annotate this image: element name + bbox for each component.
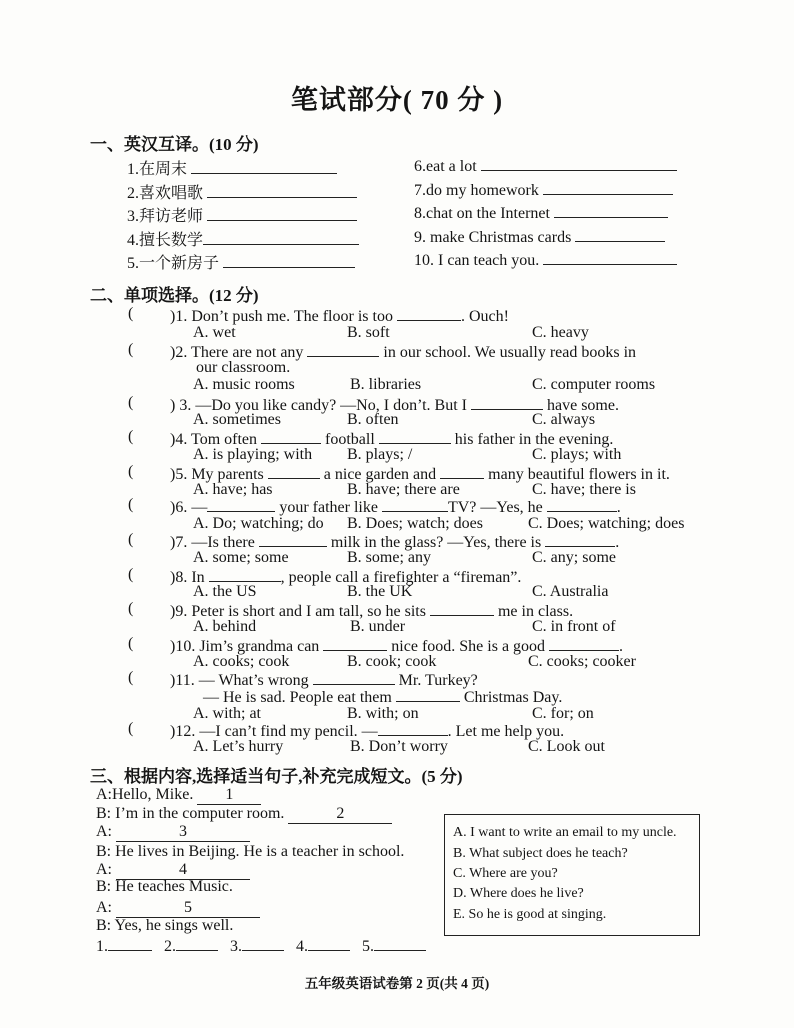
- option-a: A. is playing; with: [193, 446, 313, 463]
- dialog-line: B: I’m in the computer room. 2: [96, 805, 392, 824]
- answer-blank: [323, 636, 387, 651]
- answer-blank: [471, 395, 543, 410]
- option-c: C. always: [532, 411, 596, 428]
- translate-item: 8.chat on the Internet: [414, 203, 668, 223]
- answer-paren: (: [128, 531, 134, 548]
- translate-item: 5.一个新房子: [127, 250, 355, 273]
- translate-item: 6.eat a lot: [414, 156, 677, 176]
- option-b: B. Does; watch; does: [347, 515, 483, 532]
- option-a: A. behind: [193, 618, 257, 635]
- option-c: C. plays; with: [532, 446, 622, 463]
- answer-blank: [207, 206, 357, 221]
- option-b: B. cook; cook: [347, 653, 437, 670]
- question-stem: )10. Jim’s grandma can nice food. She is a good .: [170, 638, 624, 655]
- answer-blank: [396, 687, 460, 702]
- answer-paren: (: [128, 496, 134, 513]
- answer-blank: 5: [116, 899, 260, 918]
- question-stem: )1. Don’t push me. The floor is too . Ouch!: [170, 308, 509, 325]
- answer-paren: (: [128, 720, 134, 737]
- option-item: D. Where does he live?: [453, 886, 584, 901]
- question-stem: )8. In , people call a firefighter a “fireman”.: [170, 569, 522, 586]
- answer-blank: [242, 936, 284, 951]
- answer-paren: (: [128, 600, 134, 617]
- answer-blank: [176, 936, 218, 951]
- answer-blank: [191, 159, 337, 174]
- answer-blank: [207, 497, 275, 512]
- answer-blank: 4: [116, 861, 250, 880]
- answer-blank: 2: [288, 805, 392, 824]
- option-a: A. music rooms: [193, 376, 295, 393]
- answer-blank: [547, 497, 617, 512]
- answer-paren: (: [128, 341, 134, 358]
- answer-blank: [397, 306, 461, 321]
- dialog-line: A: 3: [96, 823, 250, 842]
- answer-blank: [549, 636, 619, 651]
- answer-blank: [543, 250, 677, 265]
- question-stem: )6. — your father like TV? —Yes, he .: [170, 499, 621, 516]
- translate-item: 3.拜访老师: [127, 203, 357, 226]
- answer-blank: [554, 203, 668, 218]
- answer-blank: [379, 429, 451, 444]
- question-stem: )7. —Is there milk in the glass? —Yes, there is .: [170, 534, 620, 551]
- answer-blank: [378, 721, 448, 736]
- option-c: C. in front of: [532, 618, 616, 635]
- translate-item: 10. I can teach you.: [414, 250, 677, 270]
- answer-blank: [440, 464, 484, 479]
- answer-blank: [430, 601, 494, 616]
- dialog-line: B: He teaches Music.: [96, 878, 233, 895]
- answer-paren: (: [128, 566, 134, 583]
- option-item: A. I want to write an email to my uncle.: [453, 825, 677, 840]
- option-b: B. have; there are: [347, 481, 460, 498]
- translate-item: 9. make Christmas cards: [414, 227, 665, 247]
- answer-blank: [259, 532, 327, 547]
- answer-blank: [261, 429, 321, 444]
- option-a: A. wet: [193, 324, 236, 341]
- answer-blank: [108, 936, 152, 951]
- option-a: A. Let’s hurry: [193, 738, 284, 755]
- option-b: B. the UK: [347, 583, 413, 600]
- answer-blank: [307, 342, 379, 357]
- option-c: C. Australia: [532, 583, 609, 600]
- question-stem: )5. My parents a nice garden and many beautiful flowers in it.: [170, 466, 670, 483]
- option-a: A. some; some: [193, 549, 289, 566]
- answer-blank: [481, 156, 677, 171]
- page-footer: 五年级英语试卷第 2 页(共 4 页): [304, 976, 490, 991]
- page-title: 笔试部分( 70 分 ): [290, 85, 504, 115]
- answer-paren: (: [128, 428, 134, 445]
- answer-paren: (: [128, 394, 134, 411]
- option-a: A. with; at: [193, 705, 261, 722]
- option-item: C. Where are you?: [453, 866, 558, 881]
- dialog-line: A: 4: [96, 861, 250, 880]
- option-a: A. the US: [193, 583, 257, 600]
- option-c: C. cooks; cooker: [528, 653, 636, 670]
- translate-item: 7.do my homework: [414, 180, 673, 200]
- option-b: B. plays; /: [347, 446, 413, 463]
- answer-blank: [203, 230, 359, 245]
- translate-item: 4.擅长数学: [127, 227, 359, 250]
- option-item: B. What subject does he teach?: [453, 846, 628, 861]
- question-stem: )12. —I can’t find my pencil. — . Let me help you.: [170, 723, 565, 740]
- question-stem: )11. — What’s wrong Mr. Turkey?: [170, 672, 478, 689]
- option-a: A. sometimes: [193, 411, 281, 428]
- answer-blank: [268, 464, 320, 479]
- question-continuation: our classroom.: [196, 359, 291, 376]
- question-stem: )9. Peter is short and I am tall, so he sits me in class.: [170, 603, 574, 620]
- answer-blank: [313, 670, 395, 685]
- answer-paren: (: [128, 669, 134, 686]
- option-b: B. under: [350, 618, 406, 635]
- section3-heading: 三、根据内容,选择适当句子,补充完成短文。(5 分): [90, 767, 463, 786]
- option-c: C. any; some: [532, 549, 616, 566]
- option-b: B. Don’t worry: [350, 738, 448, 755]
- answer-blank: 1: [197, 786, 261, 805]
- answer-blank: [207, 183, 357, 198]
- option-c: C. have; there is: [532, 481, 636, 498]
- option-c: C. for; on: [532, 705, 594, 722]
- question-continuation: — He is sad. People eat them Christmas Day.: [203, 689, 563, 706]
- translate-item: 1.在周末: [127, 156, 337, 179]
- question-stem: )2. There are not any in our school. We usually read books in: [170, 344, 637, 361]
- answer-blank: 3: [116, 823, 250, 842]
- answer-row: 1. 2. 3. 4. 5.: [96, 936, 426, 956]
- option-a: A. have; has: [193, 481, 273, 498]
- dialog-line: A: 5: [96, 899, 260, 918]
- answer-blank: [308, 936, 350, 951]
- question-stem: )4. Tom often football his father in the evening.: [170, 431, 614, 448]
- option-c: C. Does; watching; does: [528, 515, 685, 532]
- answer-paren: (: [128, 463, 134, 480]
- answer-blank: [374, 936, 426, 951]
- option-c: C. heavy: [532, 324, 589, 341]
- option-a: A. cooks; cook: [193, 653, 290, 670]
- option-b: B. often: [347, 411, 399, 428]
- section2-heading: 二、单项选择。(12 分): [90, 286, 259, 305]
- option-b: B. soft: [347, 324, 390, 341]
- option-c: C. Look out: [528, 738, 605, 755]
- answer-blank: [575, 227, 665, 242]
- dialog-line: B: Yes, he sings well.: [96, 917, 234, 934]
- option-item: E. So he is good at singing.: [453, 907, 607, 922]
- answer-blank: [543, 180, 673, 195]
- option-b: B. some; any: [347, 549, 431, 566]
- option-b: B. libraries: [350, 376, 422, 393]
- translate-item: 2.喜欢唱歌: [127, 180, 357, 203]
- option-c: C. computer rooms: [532, 376, 656, 393]
- answer-blank: [223, 253, 355, 268]
- options-box: [444, 814, 700, 936]
- answer-paren: (: [128, 635, 134, 652]
- option-a: A. Do; watching; do: [193, 515, 324, 532]
- question-stem: ) 3. —Do you like candy? —No, I don’t. But I have some.: [170, 397, 619, 414]
- dialog-line: B: He lives in Beijing. He is a teacher in school.: [96, 843, 405, 860]
- answer-blank: [382, 497, 448, 512]
- option-b: B. with; on: [347, 705, 419, 722]
- dialog-line: A:Hello, Mike. 1: [96, 786, 261, 805]
- answer-paren: (: [128, 305, 134, 322]
- answer-blank: [545, 532, 615, 547]
- section1-heading: 一、英汉互译。(10 分): [90, 135, 259, 154]
- answer-blank: [209, 567, 281, 582]
